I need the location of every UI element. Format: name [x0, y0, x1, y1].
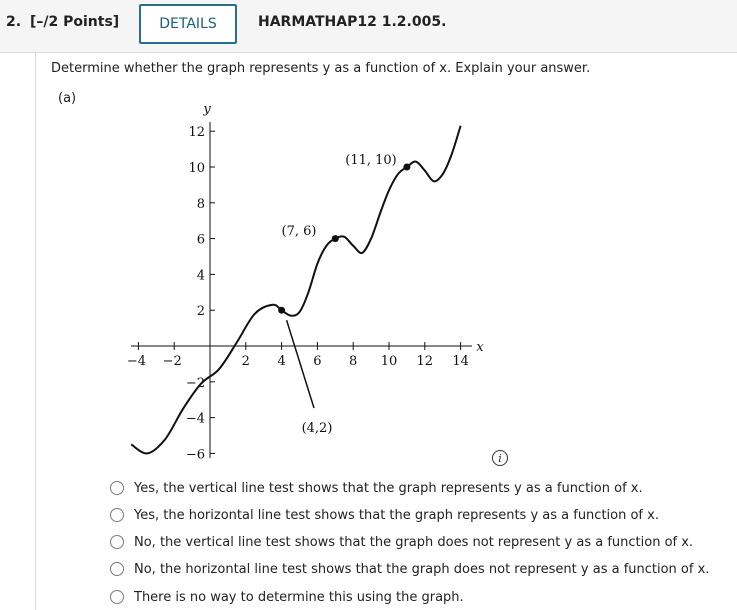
- radio-button[interactable]: [110, 535, 124, 549]
- x-tick-label: 2: [241, 354, 250, 369]
- radio-button[interactable]: [110, 590, 124, 604]
- point-label: (11, 10): [345, 153, 397, 168]
- radio-button[interactable]: [110, 562, 124, 576]
- info-icon[interactable]: i: [492, 450, 508, 466]
- answer-option-label: No, the horizontal line test shows that the graph does not represent y as a function of x.: [134, 561, 710, 577]
- problem-code: HARMATHAP12 1.2.005.: [258, 14, 447, 30]
- y-tick-label: 6: [196, 232, 205, 248]
- x-tick-label: 12: [416, 354, 434, 369]
- answer-option-label: No, the vertical line test shows that the graph does not represent y as a function of x.: [134, 534, 694, 550]
- x-tick-label: 6: [313, 354, 322, 369]
- y-axis-label: y: [203, 102, 211, 117]
- x-tick-label: 4: [277, 354, 286, 369]
- x-tick-label: 8: [349, 354, 358, 369]
- graph-curve: [131, 126, 460, 454]
- question-number: 2.: [6, 14, 22, 30]
- answer-option-label: There is no way to determine this using the graph.: [134, 589, 464, 605]
- y-tick-label: 10: [188, 161, 205, 176]
- answer-option[interactable]: [110, 559, 709, 579]
- radio-button[interactable]: [110, 508, 124, 522]
- y-tick-label: 8: [196, 196, 205, 212]
- answer-option-label: Yes, the vertical line test shows that the graph represents y as a function of x.: [134, 480, 643, 496]
- y-tick-label: 2: [196, 304, 205, 320]
- graph-point: [278, 307, 285, 314]
- x-tick-label: 14: [452, 354, 469, 369]
- y-tick-label: −6: [185, 447, 205, 463]
- question-prompt: Determine whether the graph represents y as a function of x. Explain your answer.: [51, 61, 591, 76]
- radio-button[interactable]: [110, 481, 124, 495]
- y-tick-label: −2: [185, 375, 205, 391]
- label-leader-line: [287, 320, 314, 408]
- y-tick-label: 12: [188, 125, 205, 141]
- answer-option[interactable]: [110, 478, 643, 498]
- y-tick-label: 4: [196, 268, 205, 284]
- point-label: (4,2): [301, 421, 333, 436]
- x-tick-label: 10: [380, 354, 398, 369]
- details-button[interactable]: DETAILS: [139, 4, 237, 44]
- graph-point: [403, 164, 410, 171]
- point-label: (7, 6): [281, 224, 317, 239]
- x-tick-label: −2: [162, 354, 182, 369]
- part-label: (a): [58, 91, 77, 106]
- x-axis-label: x: [476, 340, 484, 355]
- answer-option-label: Yes, the horizontal line test shows that the graph represents y as a function of x.: [134, 507, 659, 523]
- answer-option[interactable]: [110, 532, 693, 552]
- answer-option[interactable]: [110, 505, 659, 525]
- answer-option[interactable]: [110, 587, 464, 607]
- x-tick-label: −4: [126, 354, 146, 369]
- graph-point: [332, 235, 339, 242]
- y-tick-label: −4: [185, 411, 205, 427]
- points-label: [–/2 Points]: [30, 14, 120, 30]
